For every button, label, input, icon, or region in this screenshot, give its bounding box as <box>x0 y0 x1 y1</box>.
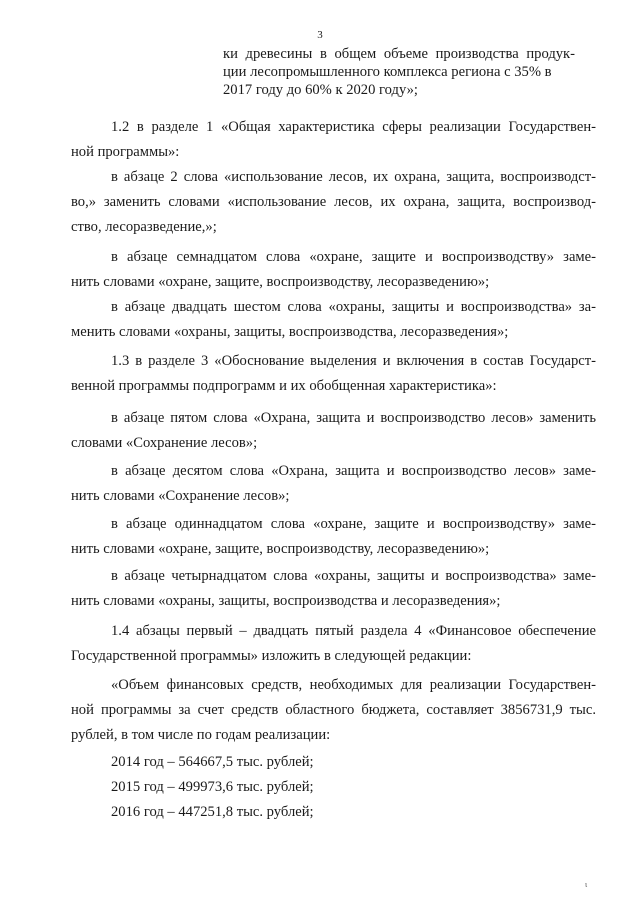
text-line: нить словами «Сохранение лесов»; <box>71 488 290 504</box>
text-line: в абзаце двадцать шестом слова «охраны, защиты и воспроизводства» за- <box>111 299 596 315</box>
text-line: Государственной программы» изложить в следующей редакции: <box>71 648 472 664</box>
text-line: словами «Сохранение лесов»; <box>71 435 258 451</box>
text-line: в абзаце семнадцатом слова «охране, защите и воспроизводству» заме- <box>111 249 596 265</box>
text-line: ки древесины в общем объеме производства продук- <box>223 46 575 62</box>
text-line: «Объем финансовых средств, необходимых для реализации Государствен- <box>111 677 596 693</box>
text-line: в абзаце четырнадцатом слова «охраны, защиты и воспроизводства» заме- <box>111 568 596 584</box>
text-line: 1.2 в разделе 1 «Общая характеристика сферы реализации Государствен- <box>111 119 596 135</box>
text-line: нить словами «охраны, защиты, воспроизводства и лесоразведения»; <box>71 593 501 609</box>
text-line: ной программы за счет средств областного бюджета, составляет 3856731,9 тыс. <box>71 702 596 718</box>
text-line: в абзаце пятом слова «Охрана, защита и воспроизводство лесов» заменить <box>111 410 596 426</box>
year-amount-line: 2015 год – 499973,6 тыс. рублей; <box>111 779 314 795</box>
text-line: рублей, в том числе по годам реализации: <box>71 727 331 743</box>
text-line: 2017 году до 60% к 2020 году»; <box>223 82 418 98</box>
text-line: нить словами «охране, защите, воспроизводству, лесоразведению»; <box>71 274 490 290</box>
text-line: во,» заменить словами «использование лесов, их охрана, защита, воспроизвод- <box>71 194 596 210</box>
text-line: ство, лесоразведение,»; <box>71 219 217 235</box>
text-line: в абзаце 2 слова «использование лесов, их охрана, защита, воспроизводст- <box>111 169 596 185</box>
text-line: в абзаце десятом слова «Охрана, защита и воспроизводство лесов» заме- <box>111 463 596 479</box>
text-line: нить словами «охране, защите, воспроизводству, лесоразведению»; <box>71 541 490 557</box>
text-line: в абзаце одиннадцатом слова «охране, защите и воспроизводству» заме- <box>111 516 596 532</box>
page-number: 3 <box>317 29 323 41</box>
text-line: 1.3 в разделе 3 «Обоснование выделения и включения в состав Государст- <box>111 353 596 369</box>
text-line: венной программы подпрограмм и их обобщенная характеристика»: <box>71 378 497 394</box>
year-amount-line: 2014 год – 564667,5 тыс. рублей; <box>111 754 314 770</box>
text-line: 1.4 абзацы первый – двадцать пятый раздела 4 «Финансовое обеспечение <box>111 623 596 639</box>
text-line: ной программы»: <box>71 144 180 160</box>
scan-mark: ι <box>585 880 588 889</box>
text-line: менить словами «охраны, защиты, воспроизводства, лесоразведения»; <box>71 324 509 340</box>
text-line: ции лесопромышленного комплекса региона с 35% в <box>223 64 552 80</box>
year-amount-line: 2016 год – 447251,8 тыс. рублей; <box>111 804 314 820</box>
